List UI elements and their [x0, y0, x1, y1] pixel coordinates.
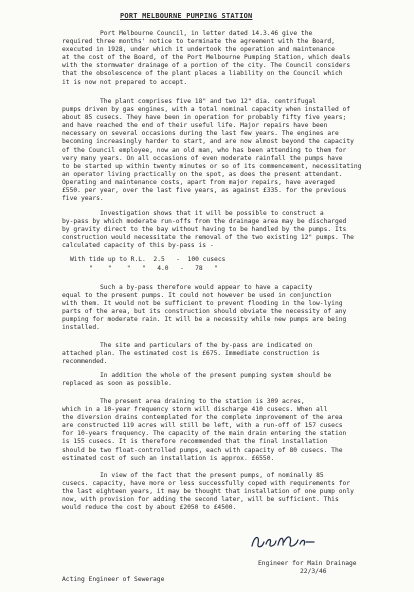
text-line: for 10-years frequency. The capacity of the main drain entering the station [62, 430, 347, 438]
text-line: attached plan. The estimated cost is £675. Immediate construction is [62, 350, 320, 358]
text-line: is 155 cusecs. It is therefore recommended that the final installation [62, 438, 328, 446]
text-line: required three months' notice to terminate the agreement with the Board, [62, 38, 335, 46]
acting-engineer-title: Acting Engineer of Sewerage [62, 576, 165, 583]
text-line: would reduce the cost by about £2050 to £4500. [62, 504, 237, 512]
text-line: Port Melbourne Council, in letter dated 14.3.46 give the [100, 30, 313, 37]
text-line: with them. It would not be sufficient to prevent flooding in the low-lying [62, 300, 343, 308]
text-line: should be two float-controlled pumps, each with capacity of 80 cusecs. The [62, 446, 343, 454]
paragraph-8 [62, 472, 392, 512]
text-line: The site and particulars of the by-pass are indicated on [100, 342, 313, 349]
text-line: cusecs. capacity, have more or less successfully coped with requirements for [62, 480, 351, 488]
text-line: that the obsolescence of the plant places a liability on the Council which [62, 70, 343, 78]
signatory-title: Engineer for Main Drainage [258, 560, 357, 567]
text-line: and have reached the end of their useful life. Major repairs have been [62, 122, 328, 130]
document-title: PORT MELBOURNE PUMPING STATION [120, 12, 253, 20]
text-line: the diversion drains contemplated for the complete improvement of the area [62, 414, 343, 422]
paragraph-1 [62, 30, 392, 87]
text-line: the last eighteen years, it may be thought that installation of one pump only [62, 488, 354, 496]
signature-date: 22/3/46 [300, 568, 327, 575]
text-line: £550. per year, over the last five years, as against £335. for the previous [62, 187, 347, 195]
text-line: to be started up within twenty minutes or so of its commencement, necessitating [62, 162, 362, 170]
bypass-capacity-row: " " " " 4.0 - 78 " [70, 265, 218, 272]
text-line: parts of the area, but its construction should obviate the necessity of any [62, 308, 347, 316]
text-line: necessary on several occasions during the last few years. The engines are [62, 130, 339, 138]
text-line: In addition the whole of the present pumping system should be [100, 372, 332, 379]
text-line: calculated capacity of this by-pass is - [62, 242, 214, 250]
paragraph-2 [62, 98, 392, 203]
text-line: becoming increasingly harder to start, and are now almost beyond the capacity [62, 138, 354, 146]
text-line: with the stormwater drainage of a portion of the city. The Council considers [62, 62, 351, 70]
text-line: by gravity direct to the bay without having to be handled by the pumps. Its [62, 226, 347, 234]
text-line: about 85 cusecs. They have been in operation for probably fifty five years; [62, 114, 347, 122]
text-line: construction would necessitate the removal of the two existing 12" pumps. The [62, 234, 354, 242]
text-line: of the Council employee, now an old man, who has been attending to them for [62, 146, 347, 154]
text-line: Operating and maintenance costs, apart from major repairs, have averaged [62, 178, 335, 186]
text-line: an operator living practically on the spot, as does the present attendant. [62, 170, 343, 178]
text-line: very many years. On all occasions of even moderate rainfall the pumps have [62, 154, 343, 162]
paragraph-4 [62, 284, 392, 333]
text-line: now, with provision for adding the second later, will be sufficient. This [62, 496, 339, 504]
text-line: executed in 1928, under which it undertook the operation and maintenance [62, 46, 335, 54]
paragraph-5 [62, 342, 392, 366]
text-line: estimated cost of such an installation is approx. £6550. [62, 454, 275, 462]
text-line: at the cost of the Board, of the Port Melbourne Pumping Station, which deals [62, 54, 351, 62]
paragraph-7 [62, 398, 392, 463]
paragraph-3 [62, 210, 392, 250]
text-line: In view of the fact that the present pumps, of nominally 85 [100, 472, 324, 479]
text-line: Such a by-pass therefore would appear to have a capacity [100, 284, 313, 291]
handwritten-signature [248, 530, 318, 552]
text-line: five years. [62, 195, 104, 203]
text-line: which in a 10-year frequency storm will discharge 410 cusecs. When all [62, 406, 328, 414]
text-line: The present area draining to the station is 309 acres, [100, 398, 305, 405]
text-line: are constructed 119 acres will still be left, with a run-off of 157 cusecs [62, 422, 343, 430]
text-line: equal to the present pumps. It could not however be used in conjunction [62, 292, 332, 300]
text-line: recommended. [62, 358, 108, 366]
text-line: installed. [62, 324, 100, 332]
text-line: pumps driven by gas engines, with a total nominal capacity when installed of [62, 106, 351, 114]
text-line: pumping for moderate rain. It will be a necessity while new pumps are being [62, 316, 347, 324]
text-line: by-pass by which moderate run-offs from the drainage area may be discharged [62, 218, 347, 226]
text-line: The plant comprises five 18" and two 12" dia. centrifugal [100, 98, 317, 105]
text-line: it is now not prepared to accept. [62, 78, 188, 86]
text-line: replaced as soon as possible. [62, 380, 172, 388]
paragraph-6 [62, 372, 392, 388]
text-line: Investigation shows that it will be possible to construct a [100, 210, 324, 217]
bypass-capacity-row: With tide up to R.L. 2.5 - 100 cusecs [70, 256, 226, 263]
